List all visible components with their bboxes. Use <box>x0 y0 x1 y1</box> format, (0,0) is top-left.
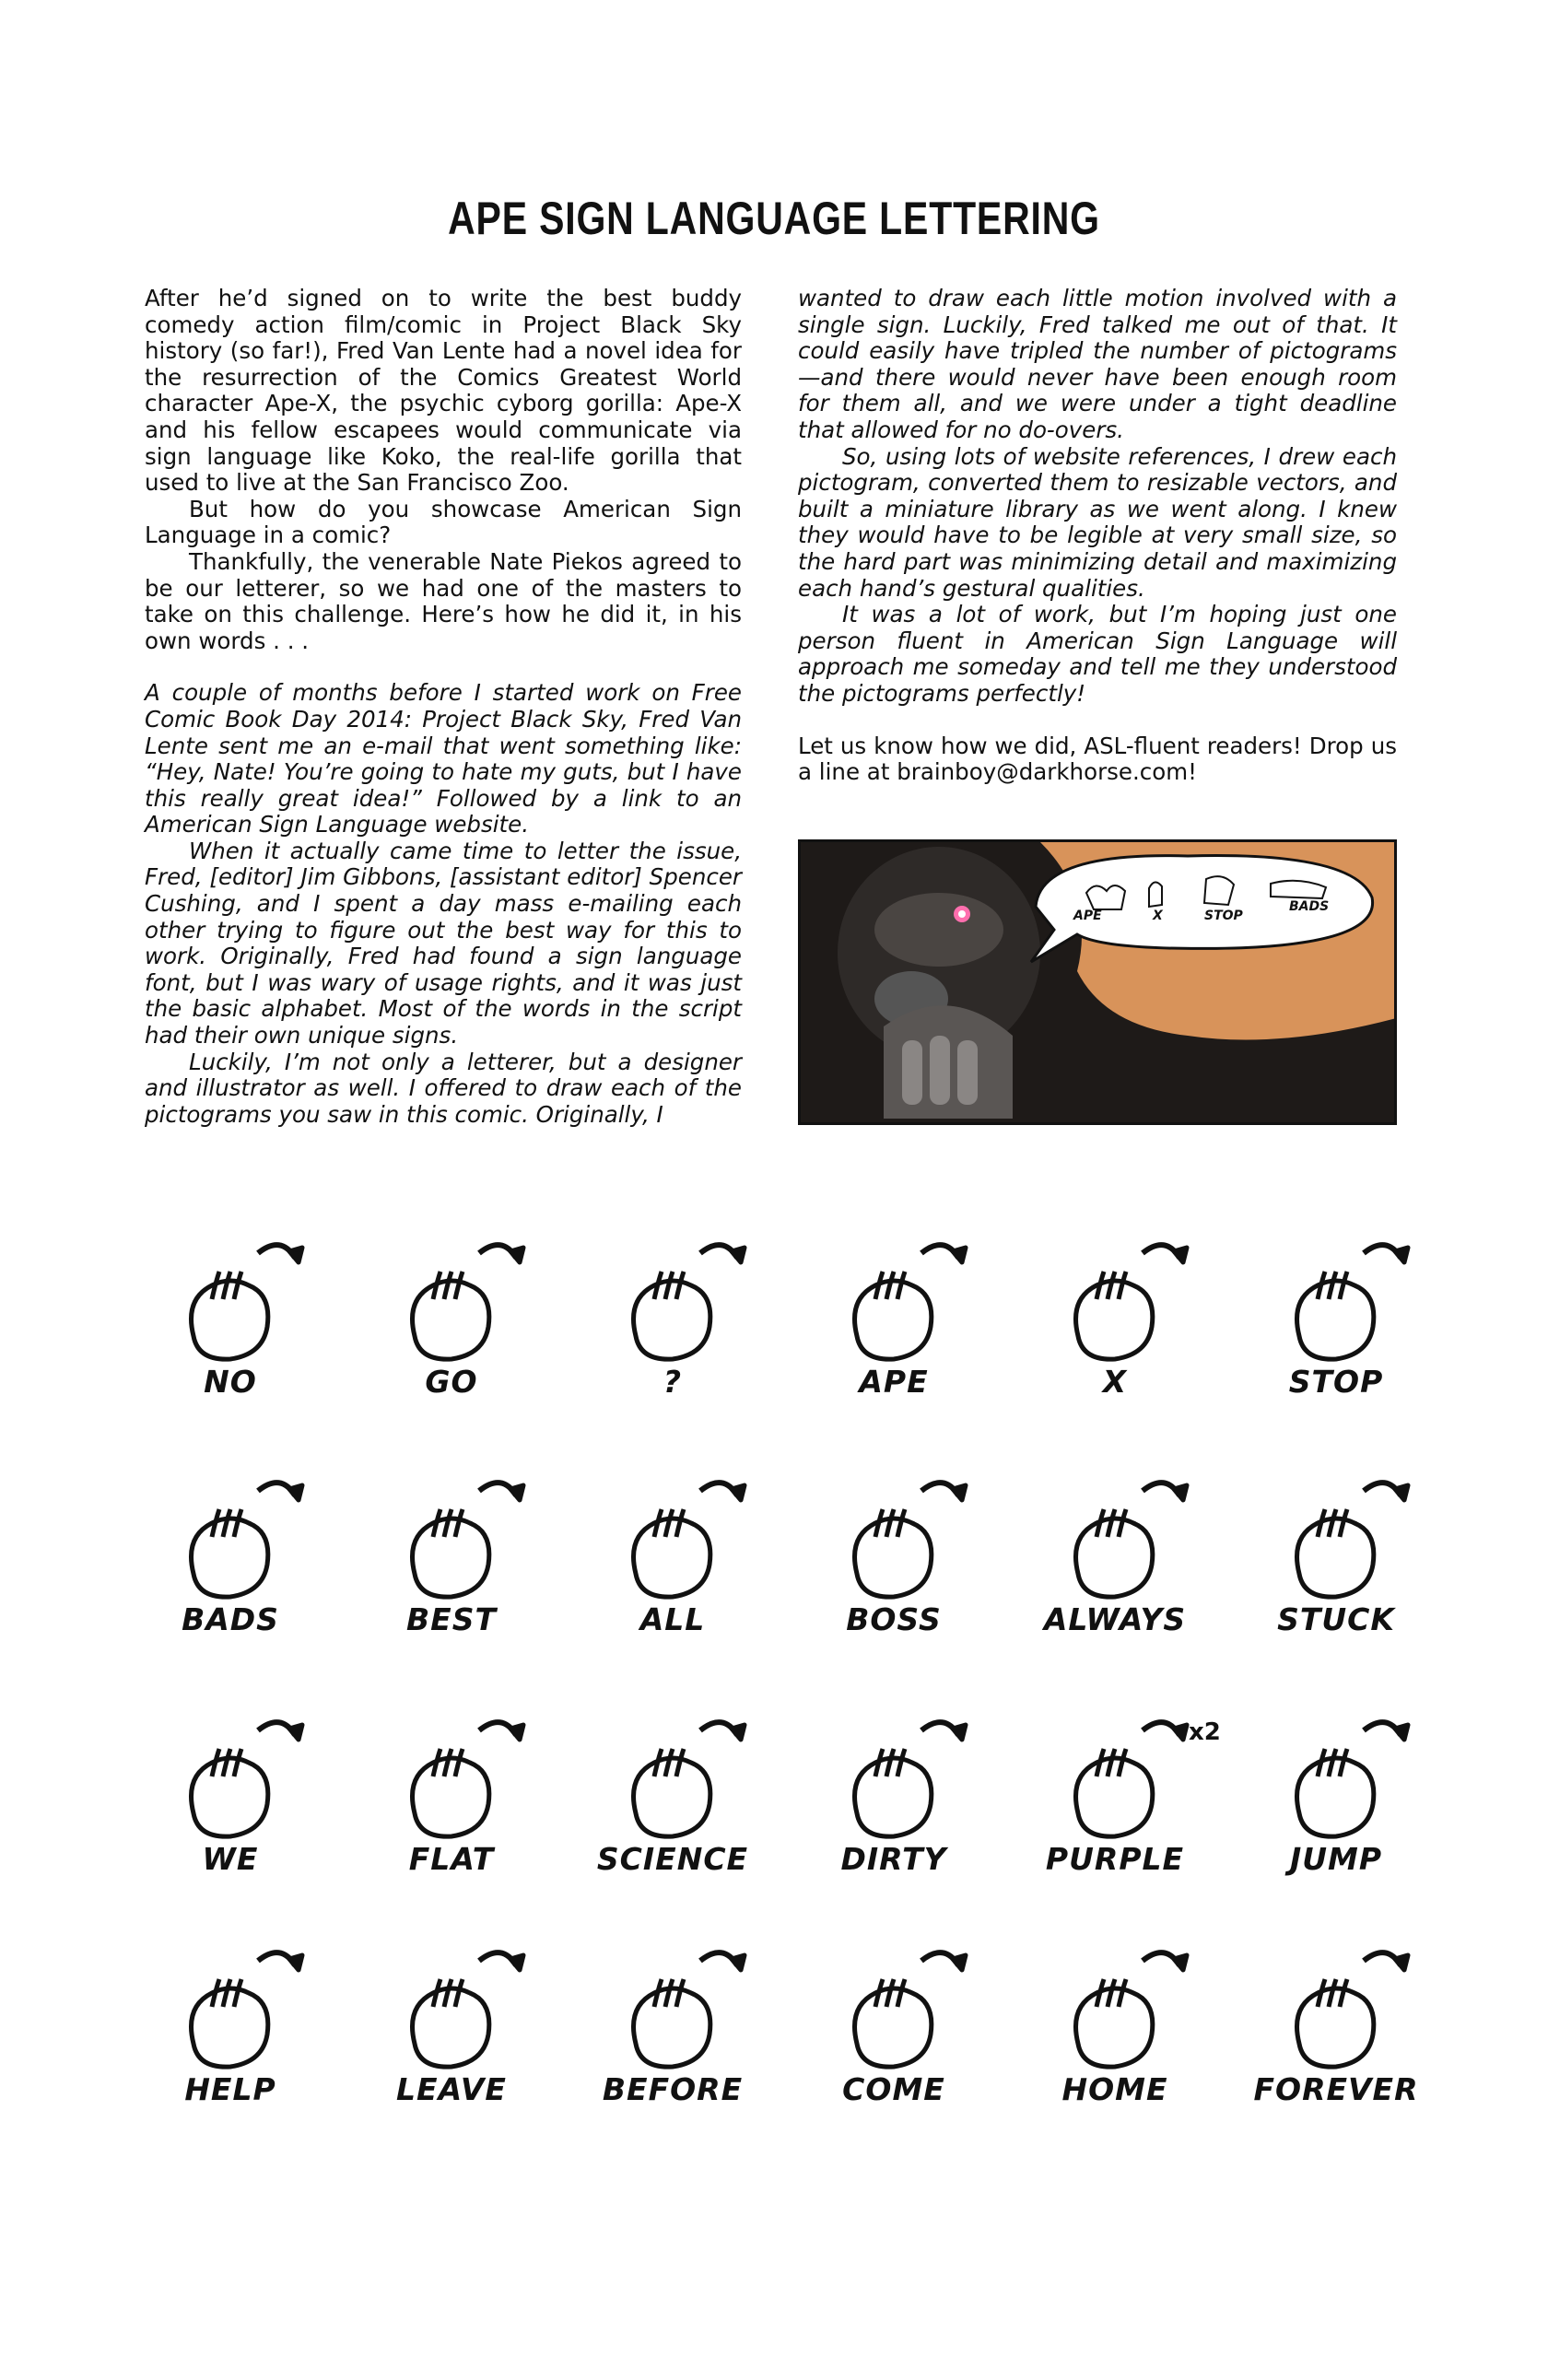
sign-label: SCIENCE <box>596 1841 749 1877</box>
letterer-paragraph: Thankfully, the venerable Nate Piekos agreed to be our letterer, so we had one of the masters to take on this challenge. Here’s how he did it, in his own words . . . <box>145 547 742 654</box>
sign-label: STOP <box>1288 1364 1384 1400</box>
sign-3 <box>783 1225 1004 1419</box>
sign-6 <box>120 1463 341 1657</box>
sign-22 <box>1004 1933 1226 2127</box>
before-sign-icon <box>562 1933 783 2090</box>
sign-label: ALWAYS <box>1043 1601 1187 1637</box>
sign-20 <box>562 1933 783 2127</box>
no-sign-icon <box>120 1225 341 1382</box>
bads-sign-icon <box>120 1463 341 1620</box>
home-sign-icon <box>1004 1933 1226 2090</box>
sign-label: BADS <box>182 1601 279 1637</box>
comic-panel <box>798 839 1397 1125</box>
page-title: APE SIGN LANGUAGE LETTERING <box>448 193 1100 244</box>
always-sign-icon <box>1004 1463 1226 1620</box>
we-sign-icon <box>120 1703 341 1859</box>
sign-11 <box>1226 1463 1447 1657</box>
article-right-column <box>798 286 1397 786</box>
sign-9 <box>783 1463 1004 1657</box>
sign-label: BEFORE <box>602 2071 744 2107</box>
sign-label: FOREVER <box>1253 2071 1419 2107</box>
boss-sign-icon <box>783 1463 1004 1620</box>
sign-13 <box>341 1703 562 1896</box>
question-paragraph: But how do you showcase American Sign Language in a comic? <box>145 495 742 549</box>
sign-16 <box>1004 1703 1226 1896</box>
sign-label: JUMP <box>1289 1841 1383 1877</box>
jump-sign-icon <box>1226 1703 1447 1859</box>
question-sign-icon <box>562 1225 783 1382</box>
quote-paragraph-5: So, using lots of website references, I drew each pictogram, converted them to resizable vectors, and built a miniature library as we went along. I knew they would have to be legible at very small size, so the hard part was minimizing detail and maximizing each hand’s gestural qualities. <box>798 442 1397 602</box>
sign-label: WE <box>202 1841 259 1877</box>
forever-sign-icon <box>1226 1933 1447 2090</box>
repeat-mark: x2 <box>1189 1718 1221 1746</box>
sign-15 <box>783 1703 1004 1896</box>
sign-2 <box>562 1225 783 1419</box>
balloon-label-stop: STOP <box>1204 909 1243 923</box>
x-sign-icon <box>1004 1225 1226 1382</box>
sign-label: LEAVE <box>396 2071 507 2107</box>
sign-label: STUCK <box>1277 1601 1395 1637</box>
stop-sign-icon <box>1226 1225 1447 1382</box>
balloon-label-x: X <box>1153 909 1163 923</box>
sign-label: HOME <box>1061 2071 1168 2107</box>
science-sign-icon <box>562 1703 783 1859</box>
intro-paragraph: After he’d signed on to write the best buddy comedy action film/comic in Project Black Sky history (so far!), Fred Van Lente had a novel idea for the resurrection of the Comics Greatest World character Ape-X, the psychic cyborg gorilla: Ape-X and his fellow escapees would communicate via sign language like Koko, the real-life gorilla that used to live at the San Francisco Zoo. <box>145 285 742 497</box>
quote-paragraph-4: wanted to draw each little motion involved with a single sign. Luckily, Fred talked me out of that. It could easily have tripled the number of pictograms—and there would never have been enough room for them all, and we were under a tight deadline that allowed for no do-overs. <box>798 285 1397 443</box>
sign-1 <box>341 1225 562 1419</box>
sign-19 <box>341 1933 562 2127</box>
sign-12 <box>120 1703 341 1896</box>
sign-label: GO <box>425 1364 478 1400</box>
sign-label: BEST <box>406 1601 497 1637</box>
go-sign-icon <box>341 1225 562 1382</box>
sign-label: NO <box>204 1364 257 1400</box>
stuck-sign-icon <box>1226 1463 1447 1620</box>
sign-label: HELP <box>184 2071 276 2107</box>
sign-label: ALL <box>639 1601 706 1637</box>
sign-5 <box>1226 1225 1447 1419</box>
quote-paragraph-3: Luckily, I’m not only a letterer, but a designer and illustrator as well. I offered to draw each of the pictograms you saw in this comic. Originally, I <box>145 1048 742 1128</box>
quote-paragraph-1: A couple of months before I started work on Free Comic Book Day 2014: Project Black Sky, Fred Van Lente sent me an e-mail that went something like: “Hey, Nate! You’re going to hate my guts, but I have this really great idea!” Followed by a link to an American Sign Language website. <box>145 679 742 838</box>
article-left-column <box>145 286 742 1128</box>
leave-sign-icon <box>341 1933 562 2090</box>
sign-label: COME <box>842 2071 945 2107</box>
sign-7 <box>341 1463 562 1657</box>
purple-sign-icon <box>1004 1703 1226 1859</box>
sign-label: ? <box>663 1364 683 1400</box>
sign-23 <box>1226 1933 1447 2127</box>
sign-label: FLAT <box>408 1841 495 1877</box>
dirty-sign-icon <box>783 1703 1004 1859</box>
balloon-label-ape: APE <box>1073 909 1102 923</box>
gorilla-illustration <box>801 842 1397 1125</box>
sign-14 <box>562 1703 783 1896</box>
sign-4 <box>1004 1225 1226 1419</box>
sign-10 <box>1004 1463 1226 1657</box>
sign-label: BOSS <box>846 1601 942 1637</box>
sign-21 <box>783 1933 1004 2127</box>
sign-label: DIRTY <box>840 1841 947 1877</box>
balloon-label-bads: BADS <box>1289 899 1330 914</box>
sign-label: APE <box>859 1364 929 1400</box>
sign-label: PURPLE <box>1045 1841 1185 1877</box>
come-sign-icon <box>783 1933 1004 2090</box>
sign-0 <box>120 1225 341 1419</box>
closing-paragraph: Let us know how we did, ASL-fluent readers! Drop us a line at brainboy@darkhorse.com! <box>798 732 1397 786</box>
sign-17 <box>1226 1703 1447 1896</box>
sign-label: X <box>1102 1364 1128 1400</box>
flat-sign-icon <box>341 1703 562 1859</box>
all-sign-icon <box>562 1463 783 1620</box>
quote-paragraph-6: It was a lot of work, but I’m hoping just one person fluent in American Sign Language will approach me someday and tell me they understood the pictograms perfectly! <box>798 601 1397 707</box>
sign-8 <box>562 1463 783 1657</box>
ape-sign-icon <box>783 1225 1004 1382</box>
best-sign-icon <box>341 1463 562 1620</box>
sign-18 <box>120 1933 341 2127</box>
help-sign-icon <box>120 1933 341 2090</box>
quote-paragraph-2: When it actually came time to letter the issue, Fred, [editor] Jim Gibbons, [assistant editor] Spencer Cushing, and I spent a day mass e-mailing each other trying to figure out the best way for this to work. Originally, Fred had found a sign language font, but I was wary of usage rights, and it was just the basic alphabet. Most of the words in the script had their own unique signs. <box>145 837 742 1049</box>
